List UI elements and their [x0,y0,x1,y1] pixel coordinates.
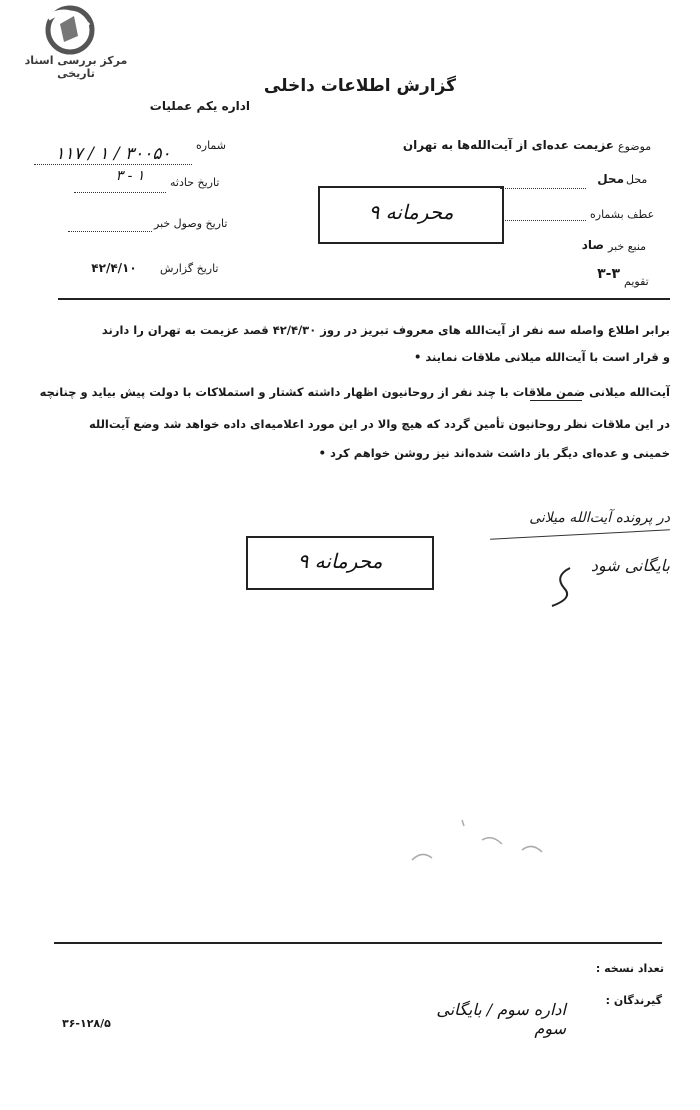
report-date-label: تاریخ گزارش [160,262,219,275]
reference-label: عطف بشماره [590,208,655,221]
department-name: اداره یکم عملیات [149,99,250,113]
body-line-4: در این ملاقات نظر روحانیون تأمین گردد که هیچ والا در این مورد اعلامیه‌ای داده خواهد شد وضع آیت‌الله [88,417,670,431]
body-line-5: خمینی و عده‌ای دیگر باز داشت شده‌اند نیز روشن خواهم کرد • [318,446,670,460]
receipt-date-label: تاریخ وصول خبر [154,217,228,230]
header-divider [58,298,670,300]
subject-value: عزیمت عده‌ای از آیت‌الله‌ها به تهران [402,138,614,152]
confidential-stamp-top [318,186,504,244]
number-label: شماره [196,139,227,152]
number-dotted-line [34,164,192,165]
document-code: ۳۶-۱۲۸/۵ [62,1017,111,1030]
copies-label: تعداد نسخه : [595,962,664,975]
recipients-label: گیرندگان : [605,994,662,1007]
evaluation-label: تقویم [624,275,649,288]
body-line-2: و قرار است با آیت‌الله میلانی ملاقات نمایند • [414,350,670,364]
body-line-3: آیت‌الله میلانی ضمن ملاقات با چند نفر از روحانیون اظهار داشته کشتار و استملاکات با دولت پیش بیاید و چنانچه [39,385,670,399]
location-value: محل [597,172,624,186]
handwritten-note-underline [490,529,670,539]
subject-label: موضوع [618,140,652,153]
handwritten-scribble-icon [546,566,576,610]
handwritten-note-line-2: بایگانی شود [590,556,670,575]
archive-center-logo-icon [40,4,96,56]
receipt-date-dotted-line [68,231,152,232]
event-date-label: تاریخ حادثه [170,176,220,189]
location-label: محل [626,173,648,186]
source-value: صاد [581,238,604,252]
faint-marks-icon [402,800,562,870]
archive-center-name: مرکز بررسی اسناد تاریخی [24,54,128,80]
confidential-stamp-bottom [246,536,434,590]
underline-mark [530,400,582,401]
reference-dotted-line [502,220,586,221]
recipients-value: اداره سوم / بایگانی سوم [436,1000,566,1038]
body-line-1: برابر اطلاع واصله سه نفر از آیت‌الله های معروف تبریز در روز ۴۲/۴/۳۰ قصد عزیمت به تهران را دارند [101,323,670,337]
confidential-stamp-bottom-text: محرمانه ۹ [297,549,383,573]
source-label: منبع خبر [608,240,647,253]
number-value: ۳۰۰۵۰ / ۱ / ۱۱۷ [55,144,171,164]
event-date-dotted-line [74,192,166,193]
event-date-value: ۱ - ۳ [115,168,145,184]
confidential-stamp-top-text: محرمانه ۹ [368,200,454,224]
footer-divider [54,942,662,944]
location-dotted-line [500,188,586,189]
report-date-value: ۴۲/۴/۱۰ [91,261,137,275]
handwritten-note-line-1: در پرونده آیت‌الله میلانی [529,510,670,526]
evaluation-value: ۳-۳ [597,266,620,282]
report-title: گزارش اطلاعات داخلی [263,76,457,96]
